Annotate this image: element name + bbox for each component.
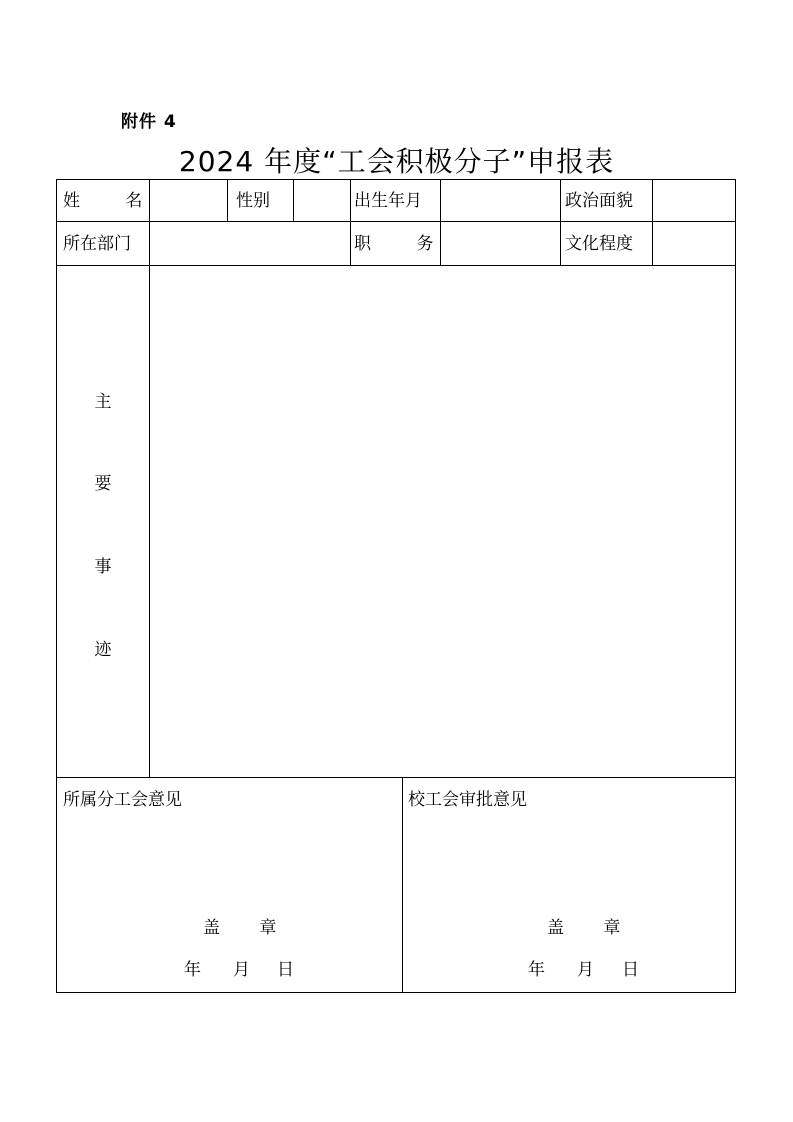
- branch-seal-label: [203, 913, 276, 938]
- branch-date-year: 年: [184, 960, 201, 980]
- main-deeds-char: 主: [94, 392, 112, 412]
- gender-label: 性别: [236, 191, 270, 211]
- column-divider: [350, 180, 351, 265]
- branch-opinion-label: 所属分工会意见: [63, 790, 182, 810]
- column-divider: [560, 180, 561, 265]
- political-status-label: 政治面貌: [565, 191, 633, 211]
- name-label-text: 姓 名: [63, 191, 143, 211]
- political-status-field[interactable]: [653, 180, 735, 221]
- school-approval-label: 校工会审批意见: [408, 790, 527, 810]
- branch-seal-text: 盖 章: [203, 918, 277, 938]
- branch-date-day: 日: [277, 960, 294, 980]
- position-label-text: 职 务: [354, 234, 434, 254]
- name-field[interactable]: [150, 180, 227, 221]
- school-seal-label: [547, 913, 620, 938]
- attachment-label: 附件 4: [121, 112, 177, 132]
- school-date-year: 年: [528, 960, 545, 980]
- department-label: 所在部门: [63, 234, 131, 254]
- main-deeds-char: 迹: [94, 640, 112, 660]
- birth-date-field[interactable]: [441, 180, 560, 221]
- name-label: [63, 191, 143, 211]
- department-field[interactable]: [150, 222, 350, 265]
- education-label: 文化程度: [565, 234, 633, 254]
- application-form-table: [56, 179, 736, 993]
- branch-opinion-field[interactable]: [57, 778, 402, 993]
- birth-date-label: 出生年月: [354, 191, 422, 211]
- school-seal-text: 盖 章: [547, 918, 621, 938]
- school-date-month: 月: [577, 960, 594, 980]
- position-field[interactable]: [441, 222, 560, 265]
- gender-field[interactable]: [294, 180, 350, 221]
- main-deeds-field[interactable]: [150, 266, 735, 777]
- school-approval-field[interactable]: [403, 778, 735, 993]
- main-deeds-char: 要: [94, 474, 112, 494]
- form-title: 2024 年度“工会积极分子”申报表: [178, 145, 615, 178]
- position-label: [354, 234, 434, 254]
- main-deeds-char: 事: [94, 557, 112, 577]
- school-date-day: 日: [622, 960, 639, 980]
- column-divider: [227, 180, 228, 221]
- main-deeds-label: [57, 266, 149, 778]
- branch-date-month: 月: [233, 960, 250, 980]
- education-field[interactable]: [653, 222, 735, 265]
